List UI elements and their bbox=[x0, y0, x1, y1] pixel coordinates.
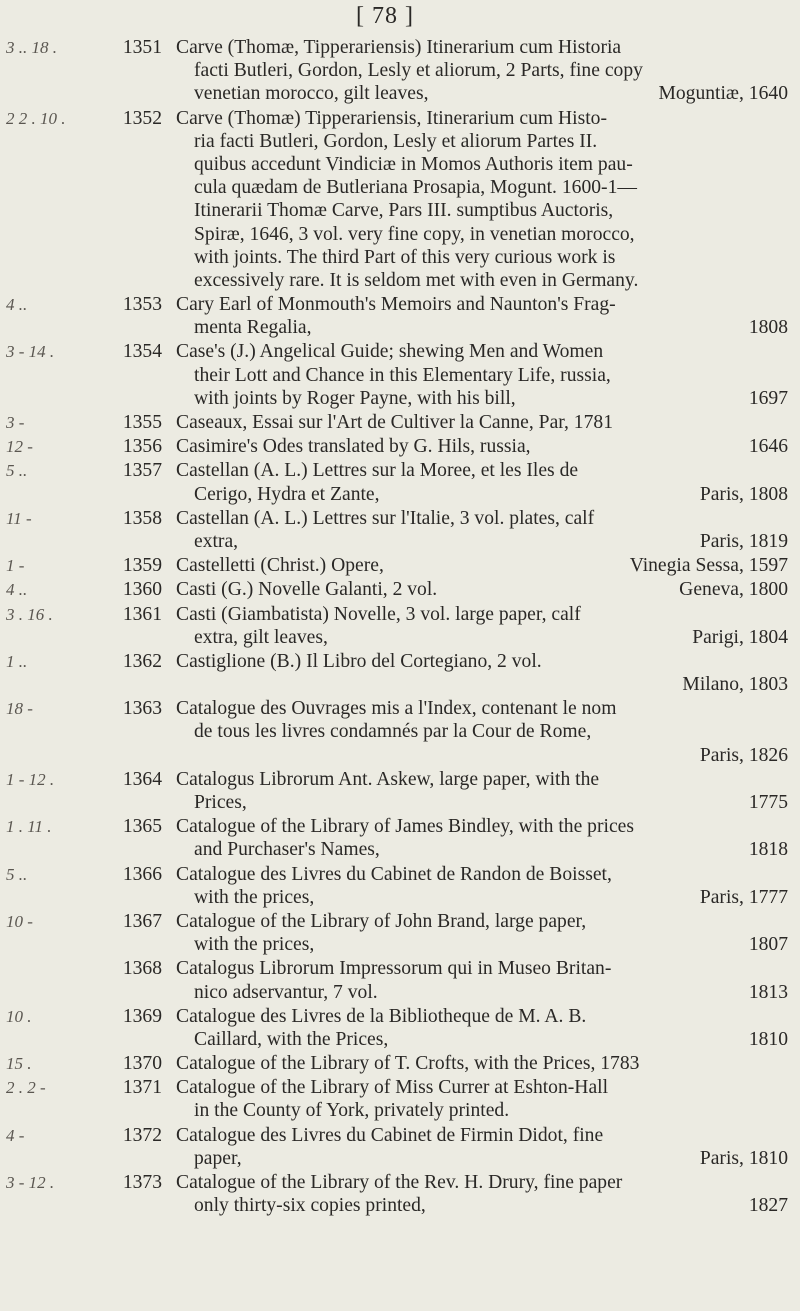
entry-text: Itinerarii Thomæ Carve, Pars III. sumptibus Auctoris, bbox=[194, 200, 614, 222]
entry-line bbox=[176, 673, 788, 696]
catalogue-entry bbox=[0, 1124, 800, 1170]
entry-line bbox=[176, 130, 788, 153]
entry-line bbox=[176, 863, 788, 886]
entry-imprint: Paris, 1819 bbox=[699, 530, 788, 552]
handwritten-price: 1 .. bbox=[6, 651, 28, 671]
entry-line bbox=[176, 768, 788, 791]
entry-line bbox=[176, 554, 788, 577]
entry-line bbox=[176, 1076, 788, 1099]
entry-text: with the prices, bbox=[194, 934, 315, 956]
lot-number: 1361 bbox=[122, 603, 162, 625]
entry-text: Catalogue des Livres du Cabinet de Randon de Boisset, bbox=[176, 863, 612, 885]
catalogue-entry bbox=[0, 107, 800, 293]
handwritten-price: 4 .. bbox=[6, 580, 28, 600]
lot-number: 1352 bbox=[122, 107, 162, 129]
entry-line bbox=[176, 791, 788, 814]
handwritten-price: 2 . 2 - bbox=[6, 1078, 46, 1098]
entry-line bbox=[176, 578, 788, 601]
catalogue-entry bbox=[0, 768, 800, 814]
entry-text: with joints. The third Part of this very curious work is bbox=[194, 246, 616, 268]
entry-text: with the prices, bbox=[194, 886, 315, 908]
entry-text: quibus accedunt Vindiciæ in Momos Authoris item pau- bbox=[194, 153, 633, 175]
entry-imprint: 1646 bbox=[748, 436, 788, 458]
entry-text: Castelletti (Christ.) Opere, bbox=[176, 555, 384, 577]
entry-imprint: 1808 bbox=[748, 317, 788, 339]
entry-text: Catalogue des Ouvrages mis a l'Index, contenant le nom bbox=[176, 698, 617, 720]
entry-line bbox=[176, 223, 788, 246]
entry-imprint: 1697 bbox=[748, 387, 788, 409]
entry-text: Catalogue of the Library of the Rev. H. Drury, fine paper bbox=[176, 1172, 623, 1193]
handwritten-price: 2 2 . 10 . bbox=[6, 108, 66, 128]
entry-line bbox=[176, 1194, 788, 1217]
entry-imprint: Moguntiæ, 1640 bbox=[658, 83, 788, 105]
entry-text: Carve (Thomæ, Tipperariensis) Itinerarium cum Historia bbox=[176, 37, 622, 58]
entry-text: Castiglione (B.) Il Libro del Cortegiano, 2 vol. bbox=[176, 650, 542, 672]
entry-text: de tous les livres condamnés par la Cour de Rome, bbox=[194, 721, 592, 743]
entry-imprint: 1810 bbox=[748, 1028, 788, 1050]
catalogue-entry bbox=[0, 697, 800, 767]
catalogue-list bbox=[0, 36, 800, 1218]
catalogue-entry bbox=[0, 340, 800, 410]
catalogue-entry bbox=[0, 507, 800, 553]
entry-line bbox=[176, 411, 788, 434]
handwritten-price: 3 - bbox=[6, 413, 25, 432]
entry-line bbox=[176, 815, 788, 838]
handwritten-price: 1 - bbox=[6, 556, 25, 576]
entry-imprint: 1807 bbox=[748, 934, 788, 956]
entry-text: Catalogus Librorum Ant. Askew, large paper, with the bbox=[176, 768, 600, 790]
entry-text: paper, bbox=[194, 1147, 242, 1169]
lot-number: 1371 bbox=[122, 1077, 162, 1099]
entry-line bbox=[176, 744, 788, 767]
entry-text: excessively rare. It is seldom met with even in Germany. bbox=[194, 269, 639, 291]
lot-number: 1364 bbox=[122, 768, 162, 790]
entry-line bbox=[176, 1005, 788, 1028]
entry-imprint: Geneva, 1800 bbox=[679, 579, 788, 601]
catalogue-entry bbox=[0, 36, 800, 106]
entry-text: Catalogue des Livres de la Bibliotheque de M. A. B. bbox=[176, 1005, 587, 1027]
entry-text: extra, gilt leaves, bbox=[194, 626, 328, 648]
lot-number: 1370 bbox=[122, 1053, 162, 1075]
lot-number: 1360 bbox=[122, 579, 162, 601]
handwritten-price: 15 . bbox=[6, 1054, 32, 1074]
entry-imprint: Paris, 1808 bbox=[699, 483, 788, 505]
handwritten-price: 3 - 14 . bbox=[6, 342, 55, 362]
entry-line bbox=[176, 459, 788, 482]
entry-imprint: 1813 bbox=[748, 981, 788, 1003]
catalogue-entry bbox=[0, 957, 800, 1003]
lot-number: 1356 bbox=[122, 436, 162, 458]
entry-text: facti Butleri, Gordon, Lesly et aliorum, 2 Parts, fine copy bbox=[194, 60, 643, 82]
lot-number: 1358 bbox=[122, 507, 162, 529]
lot-number: 1366 bbox=[122, 863, 162, 885]
catalogue-entry bbox=[0, 1052, 800, 1075]
lot-number: 1365 bbox=[122, 816, 162, 838]
entry-text: nico adservantur, 7 vol. bbox=[194, 981, 378, 1003]
handwritten-price: 4 - bbox=[6, 1125, 25, 1145]
catalogue-entry bbox=[0, 1005, 800, 1051]
lot-number: 1363 bbox=[122, 698, 162, 720]
entry-line bbox=[176, 1052, 788, 1075]
catalogue-entry bbox=[0, 554, 800, 577]
entry-line bbox=[176, 1028, 788, 1051]
page-number: [ 78 ] bbox=[356, 3, 414, 29]
handwritten-price: 3 .. 18 . bbox=[6, 38, 57, 57]
handwritten-price: 3 - 12 . bbox=[6, 1173, 55, 1192]
entry-line bbox=[176, 1124, 788, 1147]
lot-number: 1354 bbox=[122, 341, 162, 363]
catalogue-entry bbox=[0, 1171, 800, 1217]
entry-text: Caillard, with the Prices, bbox=[194, 1028, 389, 1050]
entry-line bbox=[176, 293, 788, 316]
entry-text: Catalogue of the Library of T. Crofts, with the Prices, 1783 bbox=[176, 1053, 640, 1075]
entry-imprint: Paris, 1810 bbox=[699, 1147, 788, 1169]
handwritten-price: 10 - bbox=[6, 911, 33, 931]
entry-line bbox=[176, 340, 788, 363]
handwritten-price: 4 .. bbox=[6, 295, 28, 315]
entry-text: Catalogue of the Library of James Bindley, with the prices bbox=[176, 816, 634, 838]
lot-number: 1359 bbox=[122, 555, 162, 577]
catalogue-entry bbox=[0, 411, 800, 434]
entry-line bbox=[176, 483, 788, 506]
catalogue-entry bbox=[0, 459, 800, 505]
entry-line bbox=[176, 603, 788, 626]
entry-line bbox=[176, 246, 788, 269]
lot-number: 1351 bbox=[122, 37, 162, 58]
entry-text: Spiræ, 1646, 3 vol. very fine copy, in venetian morocco, bbox=[194, 223, 635, 245]
entry-line bbox=[176, 59, 788, 82]
catalogue-entry bbox=[0, 650, 800, 696]
handwritten-price: 1 . 11 . bbox=[6, 817, 52, 837]
entry-imprint: 1818 bbox=[748, 839, 788, 861]
entry-line bbox=[176, 981, 788, 1004]
entry-line bbox=[176, 82, 788, 105]
entry-line bbox=[176, 1099, 788, 1122]
entry-text: Catalogue of the Library of John Brand, large paper, bbox=[176, 910, 587, 932]
entry-line bbox=[176, 910, 788, 933]
entry-line bbox=[176, 838, 788, 861]
entry-text: Catalogue des Livres du Cabinet de Firmin Didot, fine bbox=[176, 1124, 604, 1146]
lot-number: 1355 bbox=[122, 412, 162, 433]
entry-line bbox=[176, 176, 788, 199]
entry-text: Catalogus Librorum Impressorum qui in Museo Britan- bbox=[176, 958, 612, 980]
entry-line bbox=[176, 1171, 788, 1194]
entry-line bbox=[176, 957, 788, 980]
handwritten-price: 5 .. bbox=[6, 864, 28, 884]
entry-text: ria facti Butleri, Gordon, Lesly et aliorum Partes II. bbox=[194, 130, 598, 152]
lot-number: 1357 bbox=[122, 460, 162, 482]
entry-text: Casimire's Odes translated by G. Hils, russia, bbox=[176, 436, 531, 458]
entry-text: Castellan (A. L.) Lettres sur l'Italie, 3 vol. plates, calf bbox=[176, 507, 595, 529]
catalogue-entry bbox=[0, 1076, 800, 1122]
entry-text: menta Regalia, bbox=[194, 317, 312, 339]
entry-text: extra, bbox=[194, 530, 239, 552]
lot-number: 1372 bbox=[122, 1124, 162, 1146]
entry-imprint: Paris, 1826 bbox=[699, 744, 788, 766]
catalogue-entry bbox=[0, 293, 800, 339]
entry-text: cula quædam de Butleriana Prosapia, Mogunt. 1600-1— bbox=[194, 177, 637, 199]
entry-imprint: Paris, 1777 bbox=[699, 886, 788, 908]
lot-number: 1367 bbox=[122, 910, 162, 932]
entry-text: Casti (G.) Novelle Galanti, 2 vol. bbox=[176, 579, 438, 601]
entry-text: with joints by Roger Payne, with his bill, bbox=[194, 387, 516, 409]
catalogue-entry bbox=[0, 603, 800, 649]
entry-line bbox=[176, 435, 788, 458]
entry-text: in the County of York, privately printed. bbox=[194, 1100, 510, 1122]
entry-line bbox=[176, 886, 788, 909]
entry-text: Prices, bbox=[194, 792, 247, 813]
entry-line bbox=[176, 650, 788, 673]
handwritten-price: 3 . 16 . bbox=[6, 604, 53, 624]
entry-line bbox=[176, 269, 788, 292]
entry-text: venetian morocco, gilt leaves, bbox=[194, 83, 429, 105]
entry-line bbox=[176, 507, 788, 530]
handwritten-price: 11 - bbox=[6, 508, 32, 528]
catalogue-entry bbox=[0, 435, 800, 458]
entry-line bbox=[176, 107, 788, 130]
entry-text: only thirty-six copies printed, bbox=[194, 1195, 426, 1217]
handwritten-price: 5 .. bbox=[6, 461, 28, 481]
entry-text: Catalogue of the Library of Miss Currer at Eshton-Hall bbox=[176, 1077, 609, 1099]
entry-imprint: 1775 bbox=[748, 792, 788, 813]
lot-number: 1369 bbox=[122, 1005, 162, 1027]
handwritten-price: 1 - 12 . bbox=[6, 769, 55, 789]
entry-text: Carve (Thomæ) Tipperariensis, Itinerarium cum Histo- bbox=[176, 107, 607, 129]
entry-text: Cary Earl of Monmouth's Memoirs and Naunton's Frag- bbox=[176, 294, 616, 316]
entry-text: Casti (Giambatista) Novelle, 3 vol. large paper, calf bbox=[176, 603, 581, 625]
entry-imprint: Vinegia Sessa, 1597 bbox=[629, 555, 788, 577]
handwritten-price: 12 - bbox=[6, 437, 33, 457]
entry-line bbox=[176, 364, 788, 387]
catalogue-entry bbox=[0, 910, 800, 956]
catalogue-entry bbox=[0, 578, 800, 601]
handwritten-price: 18 - bbox=[6, 699, 33, 719]
entry-imprint: 1827 bbox=[748, 1195, 788, 1217]
lot-number: 1373 bbox=[122, 1172, 162, 1193]
entry-line bbox=[176, 199, 788, 222]
lot-number: 1353 bbox=[122, 294, 162, 316]
entry-line bbox=[176, 626, 788, 649]
entry-text: Cerigo, Hydra et Zante, bbox=[194, 483, 380, 505]
entry-imprint: Milano, 1803 bbox=[682, 674, 788, 696]
catalogue-entry bbox=[0, 863, 800, 909]
entry-line bbox=[176, 316, 788, 339]
lot-number: 1362 bbox=[122, 650, 162, 672]
entry-text: their Lott and Chance in this Elementary Life, russia, bbox=[194, 364, 611, 386]
entry-line bbox=[176, 697, 788, 720]
entry-line bbox=[176, 387, 788, 410]
catalogue-entry bbox=[0, 815, 800, 861]
entry-line bbox=[176, 530, 788, 553]
entry-text: and Purchaser's Names, bbox=[194, 839, 380, 861]
entry-text: Castellan (A. L.) Lettres sur la Moree, et les Iles de bbox=[176, 460, 579, 482]
handwritten-price: 10 . bbox=[6, 1006, 32, 1026]
entry-line bbox=[176, 36, 788, 59]
entry-text: Case's (J.) Angelical Guide; shewing Men and Women bbox=[176, 341, 604, 363]
entry-line bbox=[176, 720, 788, 743]
entry-line bbox=[176, 1147, 788, 1170]
entry-imprint: Parigi, 1804 bbox=[692, 626, 788, 648]
lot-number: 1368 bbox=[122, 958, 162, 980]
entry-line bbox=[176, 153, 788, 176]
entry-text: Caseaux, Essai sur l'Art de Cultiver la Canne, Par, 1781 bbox=[176, 412, 613, 433]
entry-line bbox=[176, 933, 788, 956]
